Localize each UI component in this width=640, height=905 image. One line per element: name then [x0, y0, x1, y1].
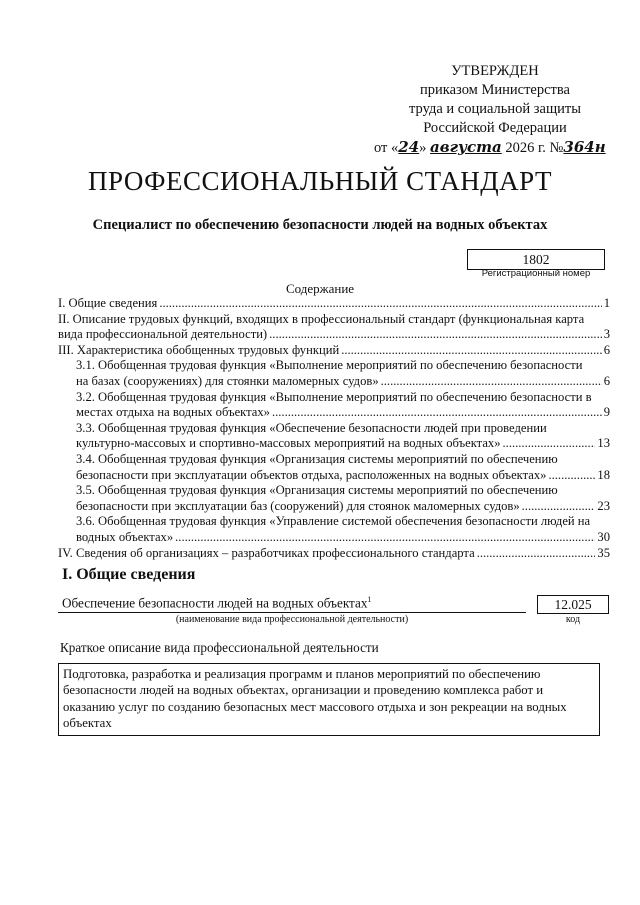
document-title: ПРОФЕССИОНАЛЬНЫЙ СТАНДАРТ	[87, 166, 553, 196]
toc-item[interactable]: 3.1. Обобщенная трудовая функция «Выполнение мероприятий по обеспечению безопасности	[76, 358, 583, 373]
toc-item[interactable]: 3.3. Обобщенная трудовая функция «Обеспечение безопасности людей при проведении	[76, 420, 547, 435]
toc-title: Содержание	[285, 281, 355, 296]
approval-block	[360, 62, 630, 158]
toc-item[interactable]: 3.6. Обобщенная трудовая функция «Управление системой обеспечения безопасности людей на	[76, 514, 591, 529]
toc-item[interactable]: безопасности при эксплуатации объектов отдыха, расположенных на водных объектах» ..... 18	[58, 468, 610, 484]
toc-item[interactable]: III. Характеристика обобщенных трудовых функций ..... 6	[58, 343, 610, 359]
activity-code-box: 12.025	[537, 595, 609, 614]
approval-date-line	[360, 138, 630, 158]
toc-item[interactable]: I. Общие сведения ..... 1	[58, 296, 610, 312]
approval-line: приказом Министерства	[420, 82, 570, 98]
registration-number-box: 1802	[467, 249, 605, 270]
section-heading: I. Общие сведения	[62, 566, 196, 583]
toc-item[interactable]: 3.2. Обобщенная трудовая функция «Выполнение мероприятий по обеспечению безопасности в	[76, 389, 592, 404]
toc-item[interactable]: IV. Сведения об организациях – разработчиках профессионального стандарта ..... 35	[58, 546, 610, 562]
document-subtitle: Специалист по обеспечению безопасности людей на водных объектах	[92, 217, 548, 233]
toc-item[interactable]: местах отдыха на водных объектах» ..... 9	[58, 405, 610, 421]
activity-name-text: Обеспечение безопасности людей на водных объектах	[62, 595, 368, 611]
toc-item[interactable]: на базах (сооружениях) для стоянки маломерных судов» ..... 6	[58, 374, 610, 390]
toc-item[interactable]: II. Описание трудовых функций, входящих в профессиональный стандарт (функциональная карта	[58, 311, 585, 326]
brief-description-box: Подготовка, разработка и реализация программ и планов мероприятий по обеспечению безопасности людей на водных объектах, организации и проведению комплекса работ и оказанию услуг по созданию безопасных мест массового отдыха и зон рекреации на водных объектах	[58, 663, 600, 736]
handwritten-day: 24	[398, 138, 420, 156]
toc-item[interactable]: безопасности при эксплуатации баз (сооружений) для стоянок маломерных судов» ..... 23	[58, 499, 610, 515]
date-prefix: от «	[374, 140, 399, 156]
registration-number-label: Регистрационный номер	[481, 268, 591, 279]
date-year: 2026 г. №	[505, 140, 564, 156]
handwritten-number: 364н	[563, 138, 606, 156]
toc-item[interactable]: 3.4. Обобщенная трудовая функция «Организация системы мероприятий по обеспечению	[76, 451, 558, 466]
approval-line: Российской Федерации	[423, 120, 567, 136]
table-of-contents	[58, 296, 610, 561]
approval-line: труда и социальной защиты	[409, 101, 581, 117]
date-day-suffix: »	[419, 140, 427, 156]
activity-code-caption: код	[565, 614, 581, 625]
activity-name	[62, 595, 522, 611]
toc-item[interactable]: водных объектах» ..... 30	[58, 530, 610, 546]
toc-item[interactable]: вида профессиональной деятельности) ..... 3	[58, 327, 610, 343]
brief-description-label: Краткое описание вида профессиональной деятельности	[60, 640, 379, 655]
activity-caption: (наименование вида профессиональной деятельности)	[175, 614, 409, 625]
activity-underline	[58, 612, 526, 613]
handwritten-month: августа	[430, 138, 502, 156]
toc-item[interactable]: 3.5. Обобщенная трудовая функция «Организация системы мероприятий по обеспечению	[76, 483, 558, 498]
approval-title: УТВЕРЖДЕН	[451, 63, 539, 79]
toc-item[interactable]: культурно-массовых и спортивно-массовых мероприятий на водных объектах» ..... 13	[58, 436, 610, 452]
footnote-mark: 1	[367, 595, 372, 604]
